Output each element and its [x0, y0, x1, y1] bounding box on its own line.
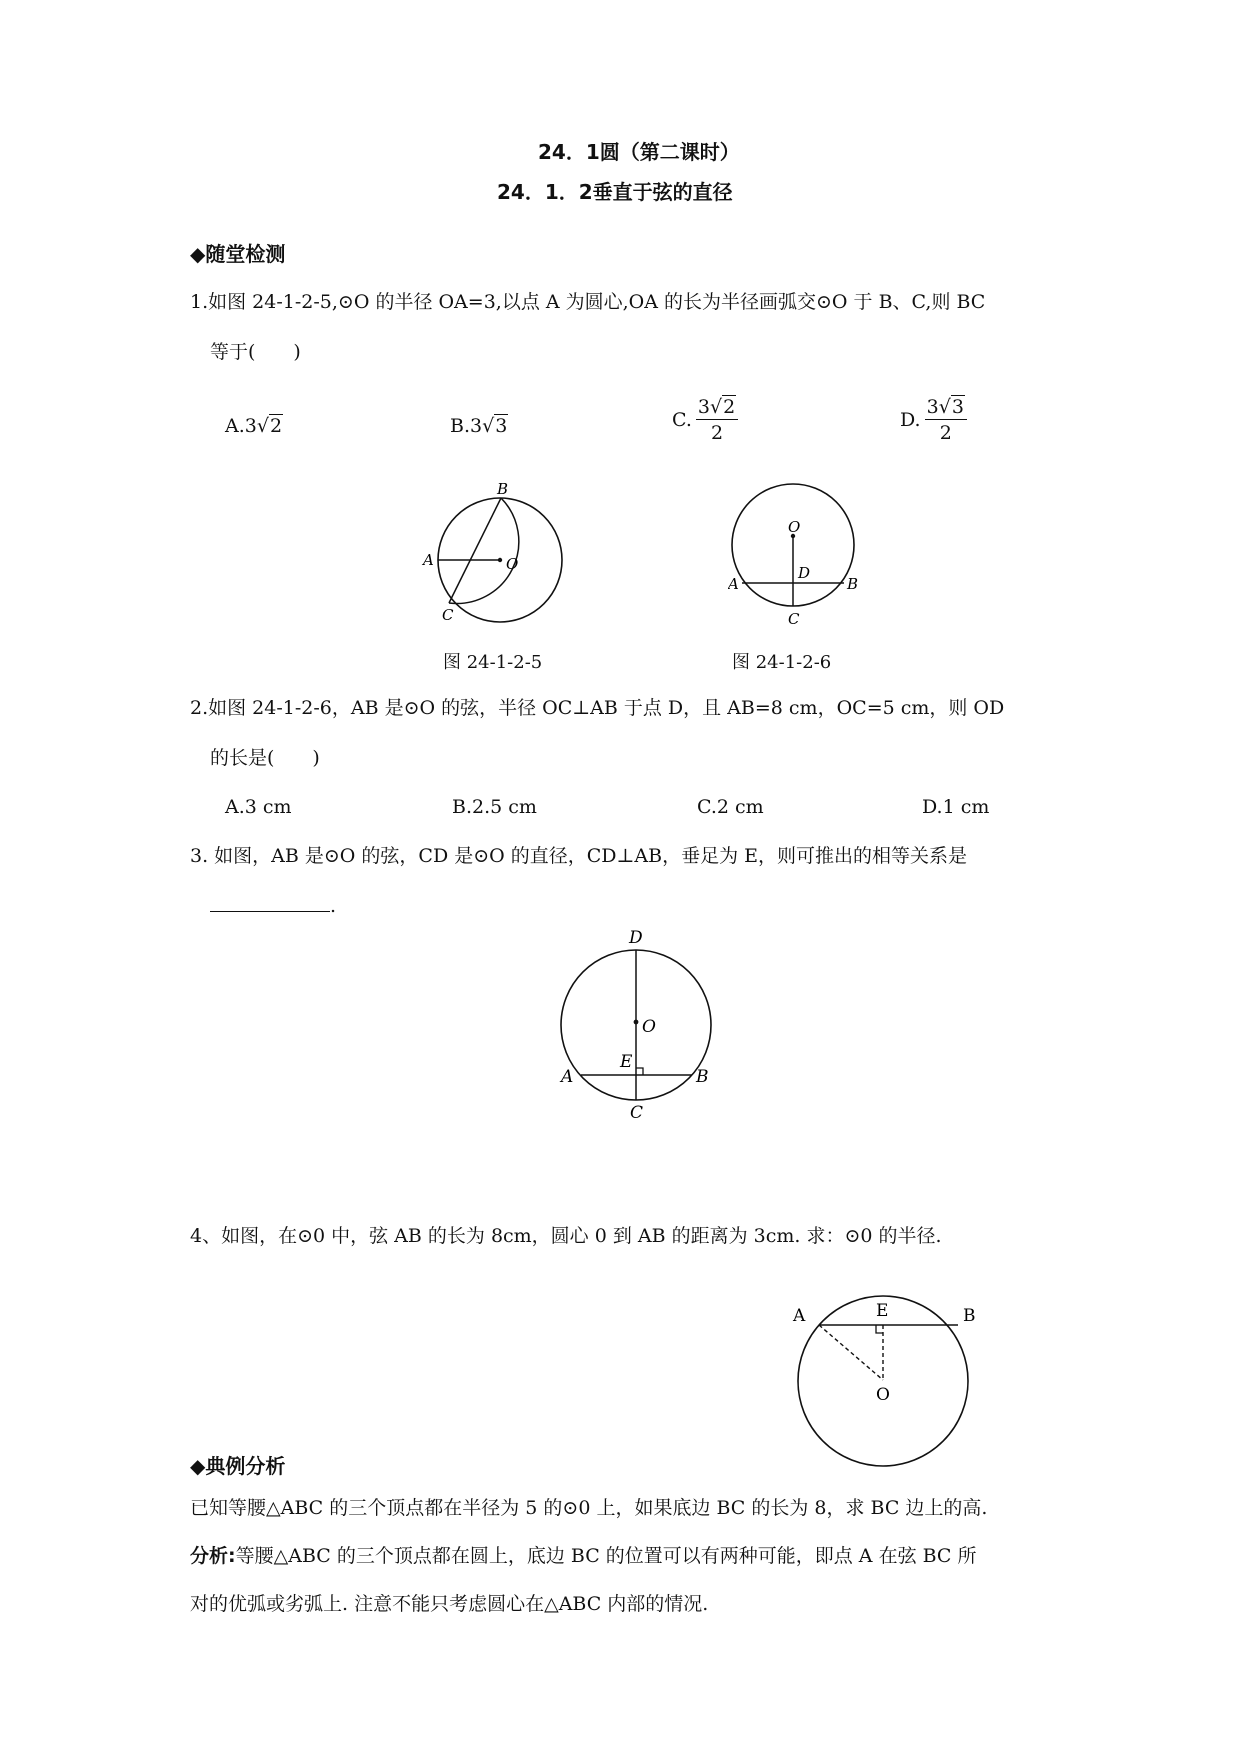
- section-heading-example: ◆典例分析: [190, 1454, 286, 1478]
- figure-label: A: [423, 551, 434, 569]
- option-d-prefix: D.: [900, 409, 921, 431]
- example-problem-text: 已知等腰△ABC 的三个顶点都在半径为 5 的⊙0 上，如果底边 BC 的长为 8，求 BC 边上的高.: [190, 1497, 988, 1519]
- question-3-end: .: [330, 895, 337, 917]
- question-1-text-continued: 等于( ): [210, 341, 301, 363]
- figure-question-3: [555, 925, 725, 1125]
- option-c-radicand: 2: [723, 396, 736, 418]
- figure-label: E: [620, 1052, 633, 1072]
- example-analysis-text-continued: 对的优弧或劣弧上. 注意不能只考虑圆心在△ABC 内部的情况.: [190, 1593, 709, 1615]
- figure-label: O: [788, 518, 801, 536]
- option-d-denominator: 2: [939, 422, 952, 444]
- example-analysis-text: [190, 1544, 977, 1568]
- question-1-text: 1.如图 24-1-2-5,⊙O 的半径 OA=3,以点 A 为圆心,OA 的长为半径画弧交⊙O 于 B、C,则 BC: [190, 291, 986, 313]
- question-2-option-d: D.1 cm: [922, 796, 990, 818]
- figure-label: A: [793, 1306, 806, 1326]
- option-b-radicand: 3: [495, 415, 508, 437]
- question-1-option-c: [672, 396, 738, 444]
- figure-caption: 图 24-1-2-5: [443, 652, 543, 673]
- question-2-text-continued: 的长是( ): [210, 747, 320, 769]
- figure-label: O: [876, 1385, 890, 1405]
- figure-label: E: [876, 1301, 889, 1321]
- option-c-coef: 3: [697, 396, 710, 418]
- question-4-text: 4、如图，在⊙0 中，弦 AB 的长为 8cm，圆心 0 到 AB 的距离为 3cm. 求：⊙0 的半径.: [190, 1225, 942, 1247]
- figure-label: B: [696, 1067, 709, 1087]
- figure-label: B: [963, 1306, 976, 1326]
- option-d-fraction: $\frac{3√3}{2}$: [925, 396, 967, 444]
- option-d-radicand: 3: [951, 396, 964, 418]
- figure-label: D: [798, 564, 811, 582]
- option-d-coef: 3: [926, 396, 939, 418]
- question-3-answer-line: [210, 894, 336, 918]
- figure-label: A: [561, 1067, 574, 1087]
- figure-label: C: [788, 610, 800, 628]
- question-1-option-d: [900, 396, 967, 444]
- figure-label: B: [497, 480, 509, 498]
- question-2-option-a: A.3 cm: [225, 796, 292, 818]
- question-2-option-b: B.2.5 cm: [452, 796, 537, 818]
- option-a-radicand: 2: [269, 415, 283, 437]
- analysis-body: 等腰△ABC 的三个顶点都在圆上，底边 BC 的位置可以有两种可能，即点 A 在弦 BC 所: [235, 1545, 977, 1567]
- option-c-denominator: 2: [711, 422, 724, 444]
- sqrt-sign: √: [482, 415, 495, 437]
- figure-label: B: [847, 575, 859, 593]
- figure-label: D: [629, 928, 643, 948]
- figure-label: O: [506, 555, 519, 573]
- question-1-option-a: [225, 415, 283, 437]
- figure-label: O: [642, 1017, 656, 1037]
- option-b-prefix: B.3: [450, 415, 483, 437]
- question-2-text: 2.如图 24-1-2-6，AB 是⊙O 的弦，半径 OC⊥AB 于点 D，且 AB=8 cm，OC=5 cm，则 OD: [190, 697, 1005, 719]
- answer-blank[interactable]: [210, 911, 330, 912]
- figure-label: C: [630, 1103, 644, 1123]
- sqrt-sign: √: [256, 415, 269, 437]
- figure-label: A: [728, 575, 739, 593]
- option-c-fraction: $\frac{3√2}{2}$: [696, 396, 738, 444]
- figure-label: C: [442, 606, 454, 624]
- section-heading-practice: ◆随堂检测: [190, 242, 286, 266]
- page-subtitle: 24．1．2垂直于弦的直径: [497, 180, 733, 204]
- question-1-option-b: [450, 415, 508, 437]
- option-c-prefix: C.: [672, 409, 692, 431]
- figure-24-1-2-6: [728, 478, 878, 628]
- figure-caption: 图 24-1-2-6: [732, 652, 832, 673]
- figure-question-4: [780, 1285, 980, 1470]
- question-3-text: 3. 如图，AB 是⊙O 的弦，CD 是⊙O 的直径，CD⊥AB，垂足为 E，则可推出的相等关系是: [190, 845, 968, 867]
- option-a-prefix: A.3: [225, 415, 257, 437]
- page-title: 24．1圆（第二课时）: [538, 140, 740, 164]
- analysis-label: 分析:: [190, 1545, 236, 1567]
- figure-24-1-2-5: [420, 480, 580, 640]
- question-2-option-c: C.2 cm: [697, 796, 764, 818]
